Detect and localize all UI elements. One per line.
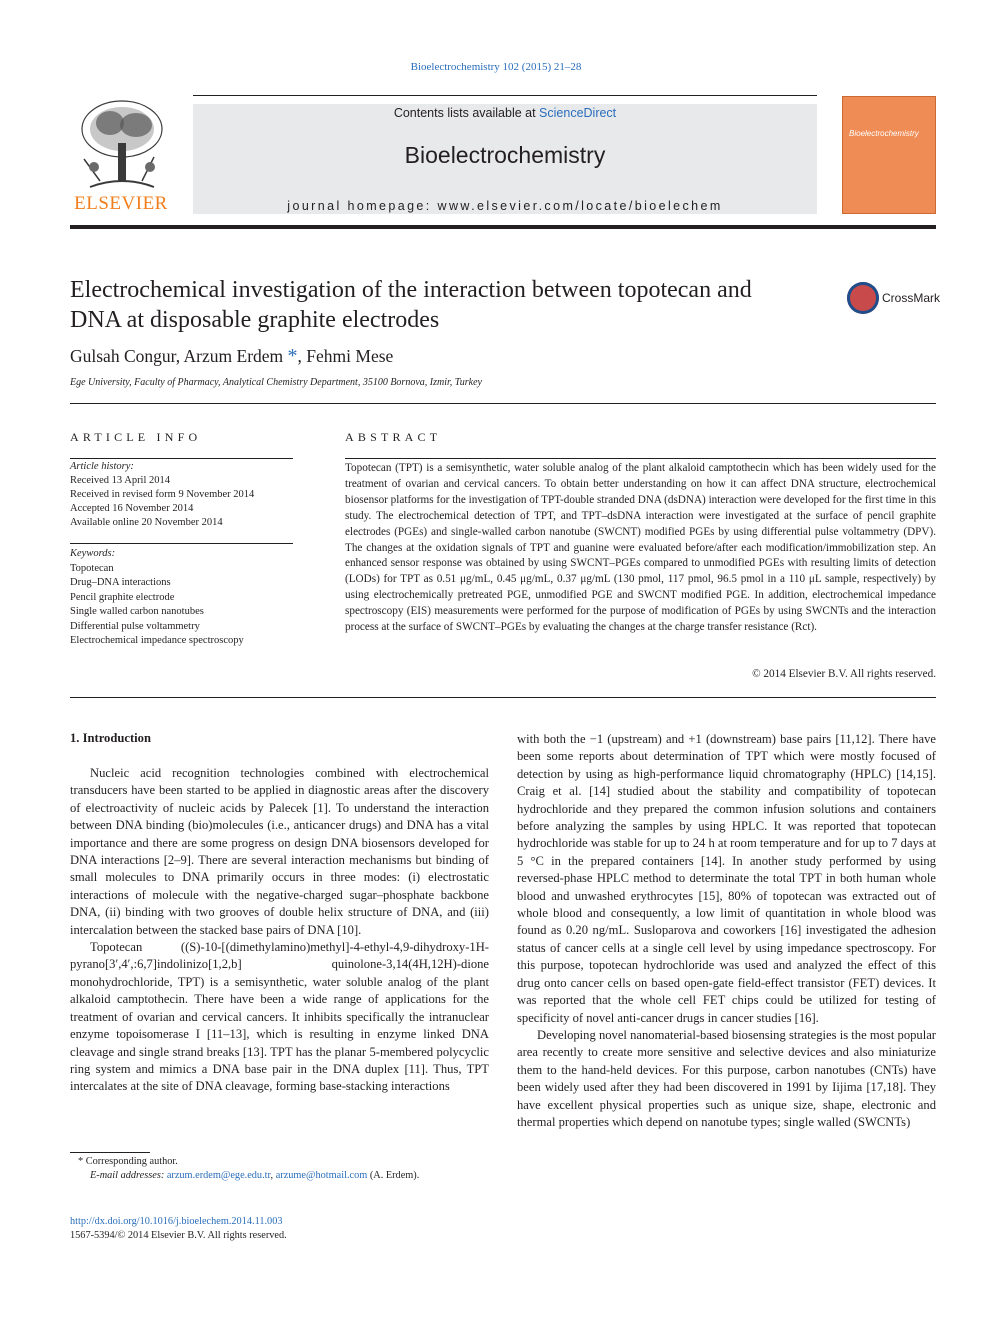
article-info-rule	[70, 458, 293, 459]
contents-prefix: Contents lists available at	[393, 106, 540, 120]
authors-part-1: Gulsah Congur, Arzum Erdem	[70, 346, 288, 366]
crossmark-label: CrossMark	[882, 291, 941, 305]
abstract-rule	[345, 458, 936, 459]
journal-title: Bioelectrochemistry	[404, 142, 606, 168]
footer-block	[70, 1215, 287, 1243]
footnote-star: *	[78, 1156, 84, 1167]
footnote-rule	[70, 1152, 150, 1153]
email-suffix: (A. Erdem).	[367, 1170, 420, 1181]
email-link-1[interactable]: arzum.erdem@ege.edu.tr	[166, 1170, 271, 1181]
crossmark-icon	[847, 282, 879, 314]
email-label: E-mail addresses:	[90, 1170, 167, 1181]
front-matter-rule	[70, 697, 936, 698]
authors-part-2: , Fehmi Mese	[297, 346, 394, 366]
body-column-right	[517, 731, 936, 1131]
header-thick-rule	[70, 225, 936, 229]
intro-paragraph-2: Topotecan ((S)-10-[(dimethylamino)methyl]-4-ethyl-4,9-dihydroxy-1H-pyrano[3′,4′,:6,7]indolinizo[1,2,b] quinolone-3,14(4H,12H)-dione monohydrochloride, TPT) is a semisynthetic, water soluble analog of the plant alkaloid camptothecin. There have been a wide range of applications for the treatment of ovarian and cervical cancers. It inhibits specifically the intranuclear enzyme topoisomerase I [11–13], which is resulting in enzyme linked DNA cleavage and single strand breaks [13]. TPT has the planar 5-membered polycyclic ring system and mimics a DNA base pair in the DNA duplex [11]. Thus, TPT intercalates at the site of DNA cleavage, forming base-stacking interactions	[70, 940, 489, 1094]
crossmark-badge[interactable]	[847, 281, 940, 315]
doi-link[interactable]: http://dx.doi.org/10.1016/j.bioelechem.2014.11.003	[70, 1216, 283, 1227]
affiliation-rule	[70, 403, 936, 404]
journal-header-band	[193, 104, 817, 214]
issn-copyright: 1567-5394/© 2014 Elsevier B.V. All rights reserved.	[70, 1230, 287, 1241]
journal-reference[interactable]	[0, 61, 992, 73]
journal-cover-thumbnail[interactable]	[842, 96, 936, 214]
sciencedirect-link[interactable]: ScienceDirect	[539, 106, 617, 120]
email-link-2[interactable]: arzume@hotmail.com	[275, 1170, 368, 1181]
keyword-item: Topotecan	[70, 562, 114, 574]
abstract-copyright: © 2014 Elsevier B.V. All rights reserved.	[752, 668, 936, 680]
history-accepted: Accepted 16 November 2014	[70, 503, 194, 514]
journal-homepage[interactable]: journal homepage: www.elsevier.com/locate/bioelechem	[287, 199, 723, 213]
keywords-rule	[70, 543, 293, 544]
history-online: Available online 20 November 2014	[70, 517, 223, 528]
keyword-item: Single walled carbon nanotubes	[70, 606, 204, 617]
footnote-corresponding: Corresponding author.	[83, 1156, 178, 1167]
introduction-heading: 1. Introduction	[70, 731, 151, 745]
keyword-item: Pencil graphite electrode	[70, 591, 175, 603]
author-list	[70, 345, 393, 368]
intro-paragraph-4: Developing novel nanomaterial-based biosensing strategies is the most popular area recently to create more sensitive and selective devices and also miniaturize them to the hand-held devices. For this purpose, carbon nanotubes (CNTs) have been widely used after they had been discovered in 1991 by Iijima [17,18]. They have excellent physical properties such as unique size, shape, electronic and thermal properties which depend on nanotube types; single walled (SWCNTs)	[517, 1027, 936, 1129]
body-column-left	[70, 765, 489, 1096]
history-revised: Received in revised form 9 November 2014	[70, 489, 255, 500]
corresponding-author-footnote	[70, 1155, 489, 1183]
abstract-text: Topotecan (TPT) is a semisynthetic, water soluble analog of the plant alkaloid camptothecin which has been widely used for the treatment of ovarian and cervical cancers. To obtain better understanding on how it can affect DNA structure, electrochemical biosensor platforms for the investigation of TPT-double stranded DNA (dsDNA) interaction were developed for the first time in this study. The electrochemical detection of TPT, and TPT–dsDNA interaction were investigated at the surface of pencil graphite electrodes (PGEs) and single-walled carbon nanotube (SWCNT) modified PGEs by using differential pulse voltammetry (DPV). The changes at the oxidation signals of TPT and guanine were evaluated before/after each modification/immobilization step. An enhanced sensor response was obtained by using SWCNT–PGEs compared to unmodified PGEs with resulting limits of detection (LODs) for TPT as 0.51 μg/mL, 0.45 μg/mL, 0.37 μg/mL (130 pmol, 117 pmol, 96.5 pmol in a 110 μL sample, respectively) by using electrochemically pretreated PGE, unmodified PGE and SWCNT modified PGE. In addition, electrochemical impedance spectroscopy (EIS) measurements were performed for the purpose of modification of PGEs by using SWCNTs and the interaction process at the surface of SWCNT–PGEs by evaluating the changes at the charge transfer resistance (Rct).	[345, 462, 936, 634]
keyword-item: Differential pulse voltammetry	[70, 620, 200, 632]
history-received: Received 13 April 2014	[70, 475, 171, 486]
keywords-label: Keywords:	[70, 548, 116, 559]
history-label: Article history:	[70, 461, 134, 472]
abstract-heading: ABSTRACT	[345, 430, 442, 444]
elsevier-tree-icon	[70, 97, 172, 193]
intro-paragraph-3: with both the −1 (upstream) and +1 (downstream) base pairs [11,12]. There have been some reports about determination of TPT which were mostly focused of detection by using as high-performance liquid chromatography (HPLC) [14,15]. Craig et al. [14] studied about the stability and compatibility of topotecan hydrochloride and they prepared the common infusion solutions and containers before analyzing the samples by using HPLC. It was reported that topotecan hydrochloride was stable for up to 24 h at room temperature and for up to 7 days at 5 °C in the prepared containers [14]. In another study performed by using reversed-phase HPLC method to determinate the total TPT in both human whole blood and unwashed erythrocytes [15], 80% of topotecan was extracted out of whole blood and consequently, a low limit of quantitation in whole blood was found as 0.20 ng/mL. Susloparova and coworkers [16] investigated the adhesion status of cancer cells at a single cell level by using impedance spectroscopy. For this purpose, topotecan hydrochloride was used and analyzed the effect of this drug onto cancer cells on based open-gate field-effect transistor (FET) devices. It was reported that the whole cell FET chips could be utilized for testing of specificity of novel anti-cancer drugs in cancer studies [16].	[517, 732, 936, 1025]
header-top-rule	[193, 95, 817, 96]
affiliation: Ege University, Faculty of Pharmacy, Analytical Chemistry Department, 35100 Bornova, Izmir, Turkey	[70, 377, 482, 388]
keywords-block	[70, 547, 293, 649]
corresponding-author-marker[interactable]: *	[287, 345, 298, 367]
article-info-heading: ARTICLE INFO	[70, 430, 202, 444]
contents-line	[193, 106, 817, 120]
email-separator: ,	[270, 1170, 276, 1181]
intro-paragraph-1: Nucleic acid recognition technologies combined with electrochemical transducers have been started to be applied in diagnostic areas after the discovery of electroactivity of nucleic acids by Palecek [1]. To understand the interaction between DNA binding (bio)molecules (i.e., anticancer drugs) and DNA has a vital importance and there are some progress on design DNA biosensors developed for DNA interactions [2–9]. There are several interaction mechanisms but binding of small molecules to DNA primarily occurs in three modes: (i) electrostatic interactions of molecule with the negative-charged sugar–phosphate backbone DNA, (ii) binding with two grooves of double helix structure of DNA, and (iii) intercalation between the stacked base pairs of DNA [10].	[70, 766, 489, 937]
journal-ref-link[interactable]: Bioelectrochemistry 102 (2015) 21–28	[410, 61, 582, 73]
elsevier-wordmark: ELSEVIER	[74, 193, 168, 214]
article-title: Electrochemical investigation of the interaction between topotecan and DNA at disposable graphite electrodes	[70, 277, 752, 333]
cover-title: Bioelectrochemistry	[849, 129, 919, 138]
article-history	[70, 460, 293, 530]
keyword-item: Electrochemical impedance spectroscopy	[70, 635, 244, 646]
elsevier-logo[interactable]	[70, 97, 172, 215]
keyword-item: Drug–DNA interactions	[70, 577, 171, 588]
